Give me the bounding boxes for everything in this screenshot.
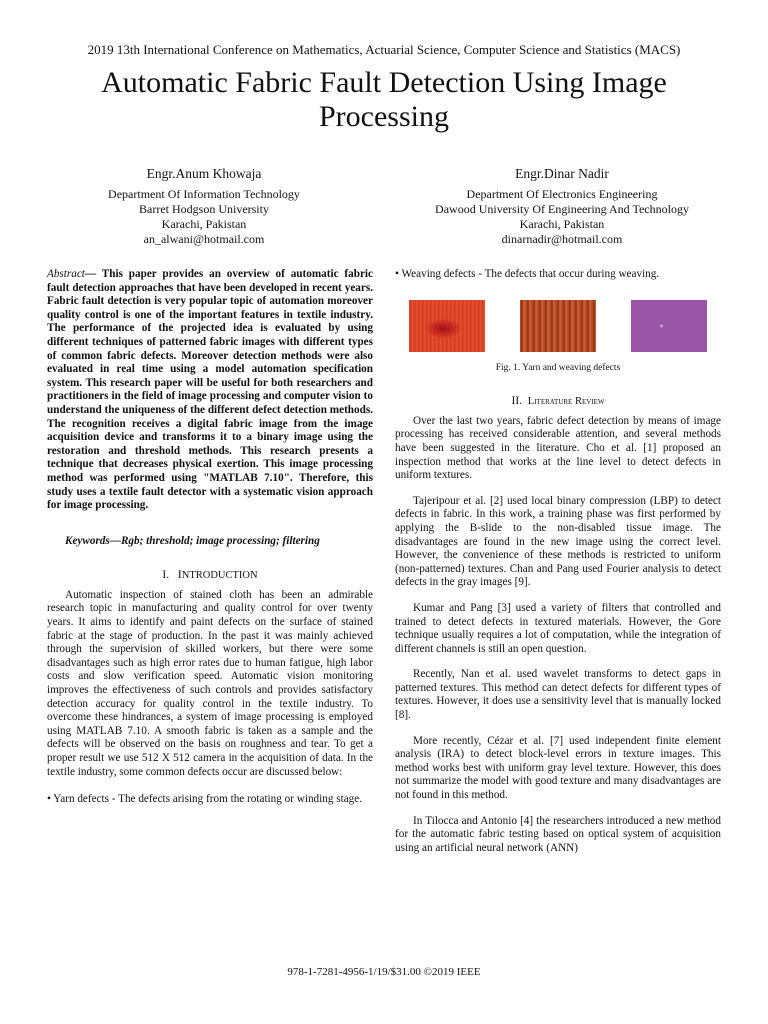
literature-paragraph: Kumar and Pang [3] used a variety of filters that controlled and trained to detect defects in textured materials. However, the Gore technique usually requires a lot of computation, while the integration of different channels is still an open question. — [395, 601, 721, 655]
figure-caption: Fig. 1. Yarn and weaving defects — [495, 362, 621, 373]
left-column — [47, 268, 373, 807]
section-numeral: II. — [511, 395, 523, 408]
author-location: Karachi, Pakistan — [161, 217, 247, 231]
abstract-lead: Abstract — [47, 268, 85, 280]
fabric-image-stain — [409, 300, 485, 352]
conference-header: 2019 13th International Conference on Mathematics, Actuarial Science, Computer Science and Statistics (MACS) — [87, 42, 681, 57]
section-title: Literature Review — [527, 396, 605, 408]
author-department: Department Of Electronics Engineering — [466, 187, 658, 201]
author-block-1 — [34, 166, 374, 247]
literature-paragraph: Recently, Nan et al. used wavelet transforms to detect gaps in patterned textures. This method can detect defects for different types of textures. However, it does use a sensitivity level that is manually locked [8]. — [395, 668, 721, 722]
author-name: Engr.Anum Khowaja — [146, 166, 262, 181]
literature-paragraph: More recently, Cézar et al. [7] used independent finite element analysis (IRA) to detect block-level errors in texture images. This method works best with uniform gray level texture. However, this does not summarize the model with good texture and many disadvantages are not found in this method. — [395, 734, 721, 802]
abstract-dash: — — [84, 268, 102, 280]
bullet-weaving-defects: • Weaving defects - The defects that occur during weaving. — [395, 268, 660, 280]
section-heading-literature-review — [395, 395, 721, 409]
fabric-image-yarn — [520, 300, 596, 352]
literature-paragraph: Tajeripour et al. [2] used local binary compression (LBP) to detect defects in fabric. In this work, a training phase was first performed by applying the B-slide to the non-disabled tissue image. The disadvantages are found in the new image using the correct level. However, the convenience of these methods is restricted to uniform (non-patterned) textures. Chan and Pang used Fourier analysis to detect defects in the gray images [9]. — [395, 494, 721, 589]
keywords: Keywords—Rgb; threshold; image processing; filtering — [65, 534, 320, 547]
fabric-image-weaving — [631, 300, 707, 352]
paper-title: Automatic Fabric Fault Detection Using Image Processing — [101, 66, 667, 133]
author-email: an_alwani@hotmail.com — [143, 232, 265, 246]
literature-paragraph: In Tilocca and Antonio [4] the researchers introduced a new method for the automatic fabric testing based on optical system of acquisition using an artificial neural network (ANN) — [395, 814, 721, 854]
author-department: Department Of Information Technology — [108, 187, 300, 201]
author-email: dinarnadir@hotmail.com — [501, 232, 623, 246]
section-title-rest: NTRODUCTION — [181, 570, 258, 582]
literature-paragraph: Over the last two years, fabric defect detection by means of image processing has received considerable attention, and several methods have been suggested in the literature. Cho et al. [1] proposed an inspection method that works at the line level to detect defects in uniform textures. — [395, 414, 721, 482]
introduction-paragraph: Automatic inspection of stained cloth has been an admirable research topic in manufacturing and quality control for over twenty years. It aims to identify and paint defects on the surface of stained fabric at the stage of production. In the past it was mainly achieved through the supervision of skilled workers, but there were some disadvantages such as high error rates due to human fatigue, high labor costs and slow verification speed. Automatic vision monitoring improves the effectiveness of such controls and provides satisfactory detection accuracy for quality control in the textile industry. To overcome these hindrances, a system of image processing is employed using MATLAB 7.10. A smooth fabric is taken as a sample and the defects will be observed on the basis on roughness and tear. To get a proper result we use 512 X 512 camera in the acquisition of data. In the textile industry, some common defects occur are discussed below: — [47, 588, 373, 778]
section-numeral: I. — [162, 569, 170, 582]
author-name: Engr.Dinar Nadir — [515, 166, 609, 181]
author-institution: Barret Hodgson University — [139, 202, 269, 216]
footer-copyright: 978-1-7281-4956-1/19/$31.00 ©2019 IEEE — [287, 966, 481, 978]
author-institution: Dawood University Of Engineering And Technology — [435, 202, 689, 216]
right-column — [395, 268, 721, 855]
section-initial: I — [177, 567, 182, 582]
abstract-body: This paper provides an overview of automatic fabric fault detection approaches that have been developed in recent years. Fabric fault detection is very popular topic of automation moreover quality control is one of the important features in textile industry. The performance of the projected idea is evaluated by using different techniques of patterned fabric images with different types of common fabric defects. Moreover detection methods were also evaluated in real time using a model automation specification system. This research paper will be useful for both researchers and practitioners in the field of image processing and computer vision to understand the uniqueness of the different defect detection methods. The recognition receives a digital fabric image from the image acquisition device and transforms it to a binary image using the restoration and threshold methods. This research presents a technique that decreases physical exertion. This image processing method was performed using "MATLAB 7.10". Therefore, this study uses a textile fault detector with a systematic vision approach for image processing. — [47, 268, 373, 512]
section-heading-introduction — [47, 568, 373, 583]
figure-1 — [395, 300, 721, 352]
bullet-yarn-defects: • Yarn defects - The defects arising from the rotating or winding stage. — [47, 793, 363, 806]
abstract — [47, 268, 373, 513]
author-block-2 — [392, 166, 732, 247]
author-location: Karachi, Pakistan — [519, 217, 605, 231]
